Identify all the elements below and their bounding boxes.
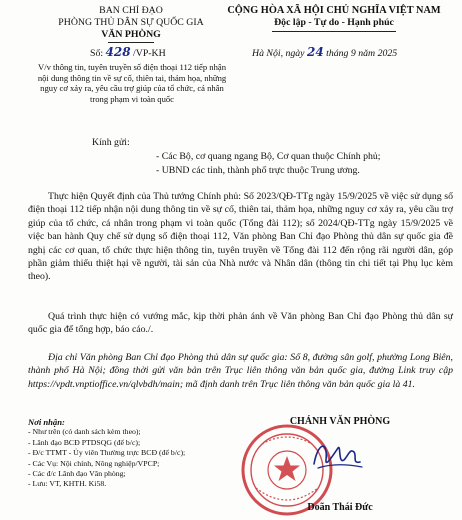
date-prefix: Hà Nội, ngày: [252, 48, 305, 59]
recipients-cc-title: Nơi nhận:: [28, 417, 65, 427]
body-paragraph-1: Thực hiện Quyết định của Thủ tướng Chính phủ: Số 2023/QĐ-TTg ngày 15/9/2025 về việc sử dụng số điện thoại 112 tiếp nhận nội dung thông tin về sự cố, thiên tai, thảm họa, những nguy cơ xảy ra, yêu cầu trợ giúp của tổ chức, cá nhân trong phạm vi toàn quốc (Tổng đài 112); số 2024/QĐ-TTg ngày 15/9/2025 về việc ban hành Quy chế sử dụng số điện thoại 112, Văn phòng Ban Chỉ đạo Phòng thủ dân sự quốc gia đề nghị các cơ quan, tổ chức thực hiện thông tin, tuyên truyền về Tổng đài 112 đến rộng rãi người dân, góp phần giảm thiểu thiệt hại về người, tài sản của Nhà nước và Nhân dân (thông tin chi tiết tại Phụ lục kèm theo).: [28, 191, 453, 283]
cc-item: - Lưu: VT, KHTH. Ki58.: [28, 479, 107, 489]
number-handwritten: 428: [105, 45, 131, 59]
motto-underline: [272, 31, 396, 32]
date-suffix: tháng 9 năm 2025: [326, 48, 398, 59]
recipient-2: - UBND các tỉnh, thành phố trực thuộc Trung ương.: [156, 165, 360, 176]
date-day: 24: [306, 45, 324, 59]
national-motto: Độc lập - Tự do - Hạnh phúc: [274, 17, 394, 28]
handwritten-signature: [308, 434, 368, 476]
body-paragraph-2: Quá trình thực hiện có vướng mắc, kịp thời phản ánh về Văn phòng Ban Chỉ đạo Phòng thủ dân sự quốc gia để tổng hợp, báo cáo./.: [28, 311, 453, 336]
number-suffix: /VP-KH: [133, 48, 166, 59]
signer-name: Doãn Thái Đức: [307, 502, 373, 513]
office-name: VĂN PHÒNG: [101, 29, 161, 40]
office-underline: [108, 42, 154, 43]
agency-line-1: BAN CHỈ ĐẠO: [99, 5, 163, 16]
cc-item: - Các đ/c Lãnh đạo Văn phòng;: [28, 469, 126, 479]
subject: V/v thông tin, tuyên truyền số điện thoại 112 tiếp nhận nội dung thông tin về sự cố, thiên tai, thảm họa, những nguy cơ xảy ra, yêu cầu trợ giúp của tổ chức, cá nhân trong phạm vi toàn quốc: [37, 62, 227, 104]
signer-title: CHÁNH VĂN PHÒNG: [289, 416, 391, 427]
cc-item: - Các Vụ: Nội chính, Nông nghiệp/VPCP;: [28, 458, 160, 468]
issue-date: [252, 46, 462, 60]
cc-item: - Như trên (có danh sách kèm theo);: [28, 427, 141, 437]
national-title: CỘNG HÒA XÃ HỘI CHỦ NGHĨA VIỆT NAM: [227, 5, 441, 16]
recipients-cc: [28, 417, 218, 490]
number-prefix: Số:: [90, 48, 104, 59]
salutation: Kính gửi:: [92, 137, 130, 148]
recipient-1: - Các Bộ, cơ quang ngang Bộ, Cơ quan thuộc Chính phủ;: [156, 151, 381, 162]
body-paragraph-3: Địa chỉ Văn phòng Ban Chỉ đạo Phòng thủ dân sự quốc gia: Số 8, đường sân golf, phường Long Biên, thành phố Hà Nội; đồng thời gửi văn bản trên Trục liên thông văn bản quốc gia, đường Link truy cập https://vpdt.vnptioffice.vn/qlvbdh/main; mã định danh trên Trục liên thông văn bản quốc gia là 41.: [28, 352, 453, 390]
document-number: [90, 46, 220, 60]
cc-item: - Đ/c TTMT - Ủy viên Thường trực BCĐ (để b/c);: [28, 448, 186, 458]
cc-item: - Lãnh đạo BCĐ PTDSQG (để b/c);: [28, 437, 141, 447]
agency-line-2: PHÒNG THỦ DÂN SỰ QUỐC GIA: [58, 17, 204, 28]
issuing-agency: [52, 5, 210, 41]
